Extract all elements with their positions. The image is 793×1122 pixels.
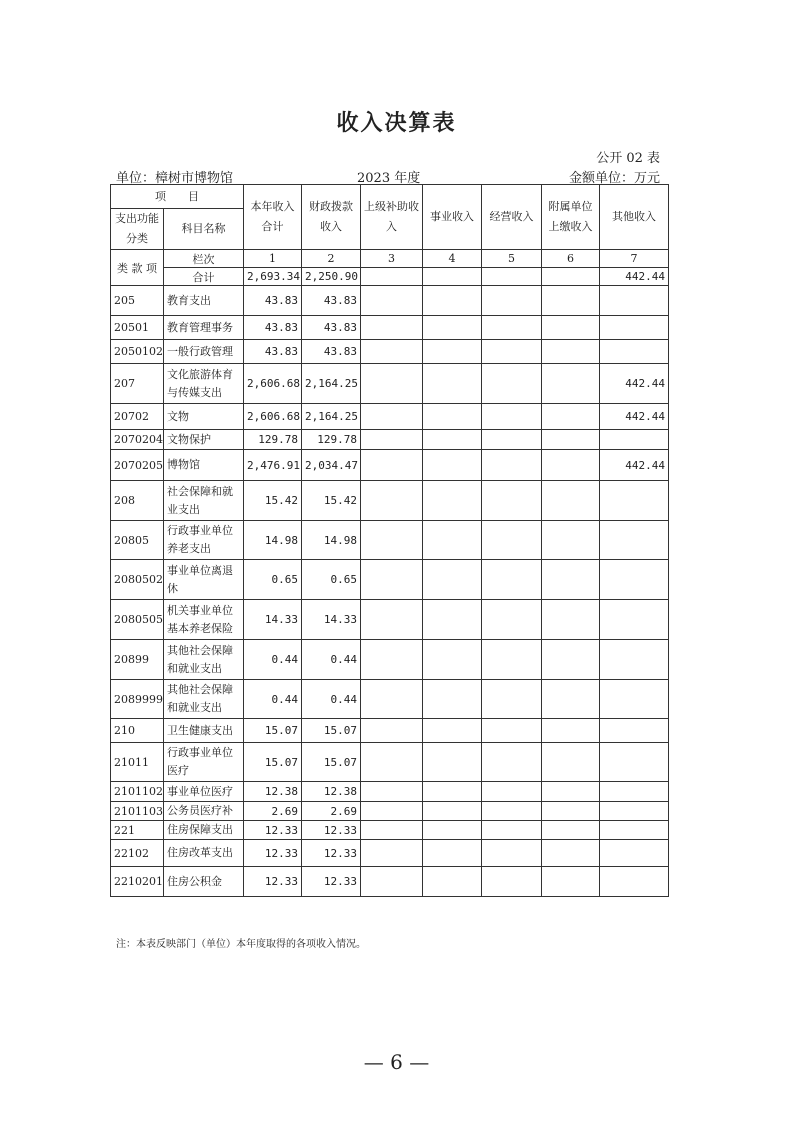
- table-row: [111, 340, 669, 364]
- row-c1: 43.83: [244, 316, 302, 340]
- row-code: 208: [111, 481, 164, 521]
- row-c5: [482, 600, 542, 640]
- row-c7: [600, 316, 669, 340]
- amount-unit: 金额单位：万元: [568, 171, 660, 186]
- row-c2: 14.33: [302, 600, 361, 640]
- col-header-5: 经营收入: [482, 185, 542, 250]
- table-row: [111, 404, 669, 430]
- row-c5: [482, 782, 542, 802]
- row-c3: [361, 521, 423, 560]
- row-name: 教育管理事务: [164, 316, 244, 340]
- table-row: [111, 316, 669, 340]
- row-c2: 12.38: [302, 782, 361, 802]
- row-c4: [423, 867, 482, 897]
- row-c6: [542, 782, 600, 802]
- row-name: 博物馆: [164, 450, 244, 481]
- row-c3: [361, 719, 423, 743]
- row-c3: [361, 640, 423, 680]
- row-c7: [600, 743, 669, 782]
- table-row: [111, 521, 669, 560]
- row-c2: 2,034.47: [302, 450, 361, 481]
- row-c5: [482, 802, 542, 821]
- row-c7: [600, 521, 669, 560]
- row-c5: [482, 640, 542, 680]
- row-c7: 442.44: [600, 450, 669, 481]
- row-c7: 442.44: [600, 404, 669, 430]
- table-row: [111, 680, 669, 719]
- row-name: 住房公积金: [164, 867, 244, 897]
- footnote: 注：本表反映部门（单位）本年度取得的各项收入情况。: [116, 939, 366, 950]
- row-code: 22102: [111, 840, 164, 867]
- row-name: 机关事业单位基本养老保险: [164, 600, 244, 640]
- row-c7: 442.44: [600, 364, 669, 404]
- row-c1: 14.98: [244, 521, 302, 560]
- row-c7: [600, 840, 669, 867]
- row-c5: [482, 340, 542, 364]
- table-row: [111, 481, 669, 521]
- row-c6: [542, 867, 600, 897]
- row-code: 205: [111, 286, 164, 316]
- row-name: 社会保障和就业支出: [164, 481, 244, 521]
- col-header-3: 上级补助收入: [361, 185, 423, 250]
- row-c4: [423, 430, 482, 450]
- row-c1: 2.69: [244, 802, 302, 821]
- col-index-1: 1: [244, 250, 302, 268]
- row-c6: [542, 640, 600, 680]
- row-code: 2080505: [111, 600, 164, 640]
- row-c3: [361, 481, 423, 521]
- col-header-6: 附属单位上缴收入: [542, 185, 600, 250]
- row-c5: [482, 286, 542, 316]
- row-c7: [600, 782, 669, 802]
- row-c1: 12.33: [244, 840, 302, 867]
- row-name: 住房保障支出: [164, 821, 244, 840]
- row-code: 2101102: [111, 782, 164, 802]
- row-name: 教育支出: [164, 286, 244, 316]
- row-c5: [482, 821, 542, 840]
- row-c6: [542, 404, 600, 430]
- row-c1: 15.07: [244, 719, 302, 743]
- row-c2: 15.42: [302, 481, 361, 521]
- table-row: [111, 782, 669, 802]
- row-c6: [542, 821, 600, 840]
- col-index-4: 4: [423, 250, 482, 268]
- row-c5: [482, 430, 542, 450]
- row-c4: [423, 821, 482, 840]
- row-c4: [423, 719, 482, 743]
- row-c4: [423, 364, 482, 404]
- row-name: 文物: [164, 404, 244, 430]
- row-c6: [542, 316, 600, 340]
- header-func-class: 支出功能分类: [111, 209, 164, 250]
- page-number: — 6 —: [363, 1050, 430, 1074]
- row-code: 21011: [111, 743, 164, 782]
- row-c4: [423, 640, 482, 680]
- row-c3: [361, 364, 423, 404]
- row-c1: 43.83: [244, 286, 302, 316]
- income-table: [110, 184, 669, 897]
- row-c4: [423, 521, 482, 560]
- row-c3: [361, 600, 423, 640]
- col-index-5: 5: [482, 250, 542, 268]
- row-code: 20501: [111, 316, 164, 340]
- table-row: [111, 743, 669, 782]
- row-name: 文化旅游体育与传媒支出: [164, 364, 244, 404]
- row-c3: [361, 430, 423, 450]
- row-name: 卫生健康支出: [164, 719, 244, 743]
- row-c7: [600, 560, 669, 600]
- row-c1: 43.83: [244, 340, 302, 364]
- table-row: [111, 840, 669, 867]
- row-code: 20702: [111, 404, 164, 430]
- row-c4: [423, 450, 482, 481]
- row-c6: [542, 560, 600, 600]
- row-code: 20899: [111, 640, 164, 680]
- row-c4: [423, 802, 482, 821]
- col-index-7: 7: [600, 250, 669, 268]
- row-c4: [423, 560, 482, 600]
- row-c6: [542, 743, 600, 782]
- total-c2: 2,250.90: [302, 268, 361, 286]
- row-c5: [482, 719, 542, 743]
- row-c2: 14.98: [302, 521, 361, 560]
- row-c7: [600, 600, 669, 640]
- row-c3: [361, 404, 423, 430]
- row-c2: 43.83: [302, 286, 361, 316]
- row-code: 2070204: [111, 430, 164, 450]
- row-c3: [361, 840, 423, 867]
- row-c2: 2,164.25: [302, 404, 361, 430]
- row-c3: [361, 821, 423, 840]
- row-c1: 0.65: [244, 560, 302, 600]
- table-row: [111, 286, 669, 316]
- row-c4: [423, 481, 482, 521]
- table-row: [111, 802, 669, 821]
- total-row: [111, 268, 669, 286]
- row-c7: [600, 802, 669, 821]
- row-c3: [361, 560, 423, 600]
- row-c3: [361, 450, 423, 481]
- row-c1: 12.38: [244, 782, 302, 802]
- header-kuan: 款: [131, 261, 143, 275]
- row-code: 207: [111, 364, 164, 404]
- row-c5: [482, 680, 542, 719]
- row-c2: 0.65: [302, 560, 361, 600]
- row-code: 2070205: [111, 450, 164, 481]
- row-c2: 0.44: [302, 640, 361, 680]
- col-index-2: 2: [302, 250, 361, 268]
- row-c3: [361, 743, 423, 782]
- row-c5: [482, 316, 542, 340]
- row-code: 20805: [111, 521, 164, 560]
- row-c1: 15.42: [244, 481, 302, 521]
- row-c5: [482, 560, 542, 600]
- row-c1: 14.33: [244, 600, 302, 640]
- table-row: [111, 560, 669, 600]
- row-c4: [423, 680, 482, 719]
- header-item: 项 目: [111, 185, 244, 209]
- row-c5: [482, 743, 542, 782]
- row-c6: [542, 840, 600, 867]
- row-c6: [542, 680, 600, 719]
- row-c4: [423, 316, 482, 340]
- row-c6: [542, 430, 600, 450]
- row-code: 2050102: [111, 340, 164, 364]
- row-c7: [600, 680, 669, 719]
- row-c7: [600, 340, 669, 364]
- row-c1: 2,606.68: [244, 404, 302, 430]
- col-index-6: 6: [542, 250, 600, 268]
- row-c1: 0.44: [244, 640, 302, 680]
- unit-label: 单位：樟树市博物馆: [116, 171, 234, 186]
- row-c2: 12.33: [302, 840, 361, 867]
- row-c5: [482, 404, 542, 430]
- row-name: 事业单位离退休: [164, 560, 244, 600]
- col-header-2: 财政拨款收入: [302, 185, 361, 250]
- row-c7: [600, 719, 669, 743]
- header-kuan-xiang: [111, 250, 164, 286]
- row-c5: [482, 481, 542, 521]
- row-c5: [482, 867, 542, 897]
- row-c4: [423, 600, 482, 640]
- row-c5: [482, 840, 542, 867]
- col-index-3: 3: [361, 250, 423, 268]
- row-code: 2101103: [111, 802, 164, 821]
- row-name: 事业单位医疗: [164, 782, 244, 802]
- header-xiang: 项: [146, 261, 157, 275]
- report-year: 2023 年度: [357, 171, 421, 186]
- row-c4: [423, 404, 482, 430]
- row-name: 其他社会保障和就业支出: [164, 680, 244, 719]
- total-label: 合计: [164, 268, 244, 286]
- row-c3: [361, 867, 423, 897]
- row-c2: 43.83: [302, 340, 361, 364]
- col-header-4: 事业收入: [423, 185, 482, 250]
- row-name: 文物保护: [164, 430, 244, 450]
- row-c7: [600, 481, 669, 521]
- row-c7: [600, 640, 669, 680]
- row-c2: 2.69: [302, 802, 361, 821]
- row-code: 2089999: [111, 680, 164, 719]
- row-c6: [542, 286, 600, 316]
- row-c6: [542, 600, 600, 640]
- row-c6: [542, 481, 600, 521]
- row-c1: 2,606.68: [244, 364, 302, 404]
- header-lanci: 栏次: [164, 250, 244, 268]
- total-c1: 2,693.34: [244, 268, 302, 286]
- row-c1: 15.07: [244, 743, 302, 782]
- table-row: [111, 640, 669, 680]
- row-c6: [542, 364, 600, 404]
- table-row: [111, 719, 669, 743]
- row-name: 其他社会保障和就业支出: [164, 640, 244, 680]
- row-c1: 12.33: [244, 821, 302, 840]
- total-c3: [361, 268, 423, 286]
- row-code: 210: [111, 719, 164, 743]
- row-c2: 2,164.25: [302, 364, 361, 404]
- row-c6: [542, 450, 600, 481]
- total-c4: [423, 268, 482, 286]
- table-row: [111, 600, 669, 640]
- row-c1: 0.44: [244, 680, 302, 719]
- row-name: 行政事业单位医疗: [164, 743, 244, 782]
- row-c6: [542, 521, 600, 560]
- row-c3: [361, 316, 423, 340]
- total-c5: [482, 268, 542, 286]
- row-c1: 12.33: [244, 867, 302, 897]
- table-row: [111, 867, 669, 897]
- table-row: [111, 430, 669, 450]
- row-c4: [423, 743, 482, 782]
- row-c4: [423, 782, 482, 802]
- row-name: 一般行政管理: [164, 340, 244, 364]
- header-lei: 类: [117, 261, 128, 275]
- row-c4: [423, 286, 482, 316]
- row-c1: 129.78: [244, 430, 302, 450]
- page-title: 收入决算表: [336, 110, 457, 136]
- row-c7: [600, 430, 669, 450]
- row-c3: [361, 802, 423, 821]
- row-c4: [423, 340, 482, 364]
- total-c6: [542, 268, 600, 286]
- row-name: 行政事业单位养老支出: [164, 521, 244, 560]
- row-code: 2080502: [111, 560, 164, 600]
- col-header-7: 其他收入: [600, 185, 669, 250]
- row-c1: 2,476.91: [244, 450, 302, 481]
- row-c4: [423, 840, 482, 867]
- row-c6: [542, 719, 600, 743]
- total-c7: 442.44: [600, 268, 669, 286]
- row-c2: 129.78: [302, 430, 361, 450]
- row-c3: [361, 340, 423, 364]
- row-c2: 43.83: [302, 316, 361, 340]
- row-c5: [482, 521, 542, 560]
- row-name: 公务员医疗补: [164, 802, 244, 821]
- row-c7: [600, 286, 669, 316]
- row-code: 221: [111, 821, 164, 840]
- table-row: [111, 450, 669, 481]
- table-row: [111, 821, 669, 840]
- row-name: 住房改革支出: [164, 840, 244, 867]
- table-row: [111, 364, 669, 404]
- row-c2: 15.07: [302, 719, 361, 743]
- row-c3: [361, 782, 423, 802]
- row-c3: [361, 680, 423, 719]
- row-c2: 0.44: [302, 680, 361, 719]
- row-c2: 12.33: [302, 821, 361, 840]
- row-c2: 15.07: [302, 743, 361, 782]
- row-c5: [482, 450, 542, 481]
- row-c3: [361, 286, 423, 316]
- row-c7: [600, 821, 669, 840]
- row-c5: [482, 364, 542, 404]
- row-c7: [600, 867, 669, 897]
- row-c6: [542, 802, 600, 821]
- row-code: 2210201: [111, 867, 164, 897]
- form-code: 公开 02 表: [596, 151, 660, 166]
- row-c2: 12.33: [302, 867, 361, 897]
- header-subject-name: 科目名称: [164, 209, 244, 250]
- col-header-1: 本年收入合计: [244, 185, 302, 250]
- row-c6: [542, 340, 600, 364]
